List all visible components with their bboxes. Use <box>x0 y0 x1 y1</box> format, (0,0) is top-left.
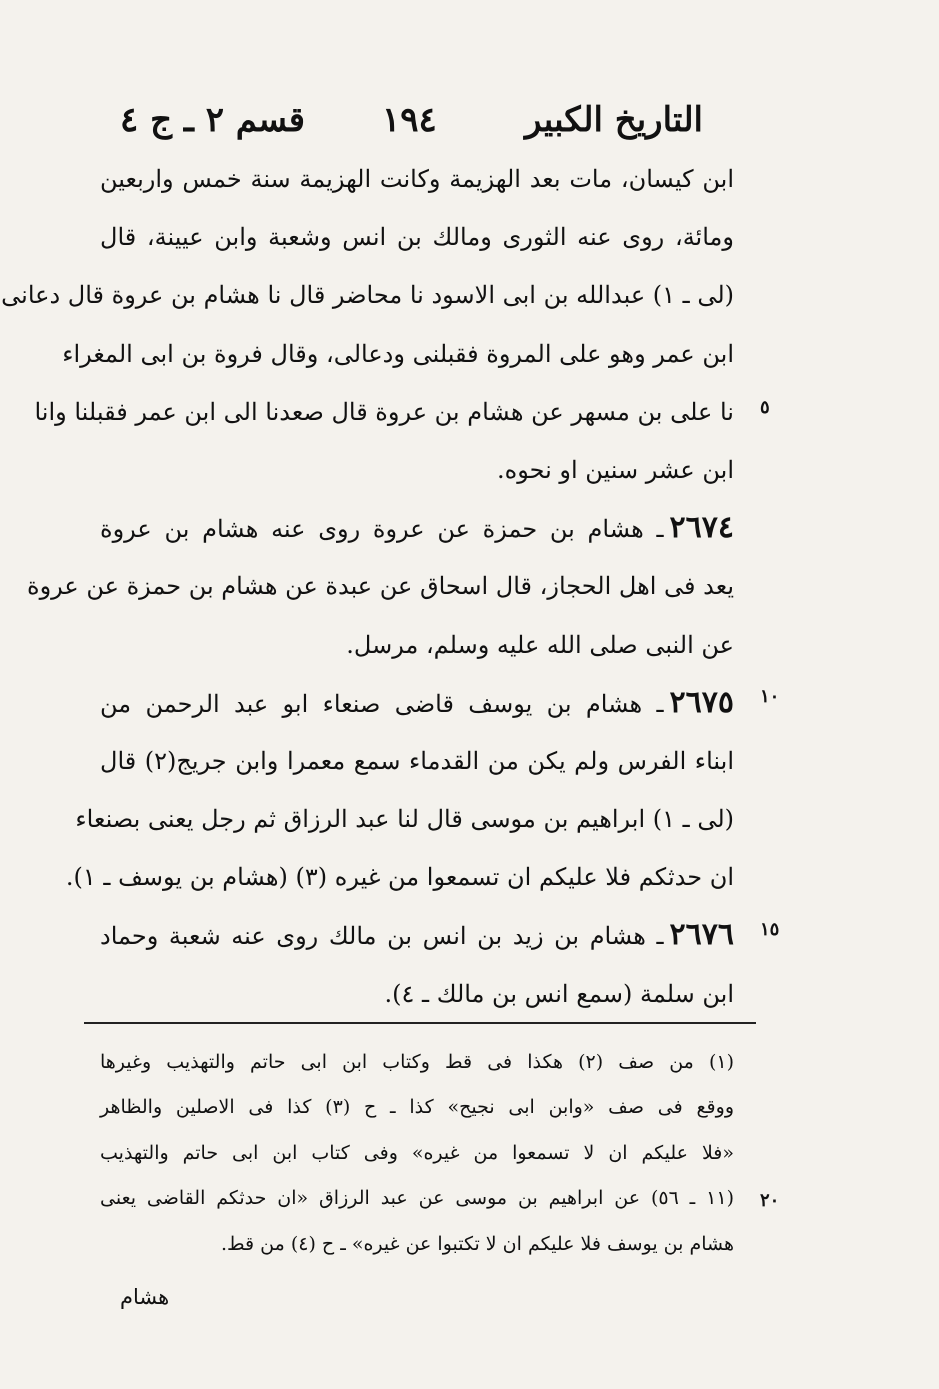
footnote-line: «فلا عليكم ان لا تسمعوا من غيره» وفى كتاب ابن ابى حاتم والتهذيب <box>100 1141 734 1164</box>
entry-line: ٢٦٧٦ـ هشام بن زيد بن انس بن مالك روى عنه شعبة وحماد <box>100 917 734 953</box>
catchword: هشام <box>120 1285 170 1309</box>
footnote-line: (١) من صف (٢) هكذا فى قط وكتاب ابن ابى حاتم والتهذيب وغيرها <box>100 1051 735 1073</box>
line-number: ٢٠ <box>760 1190 780 1211</box>
footnote-line: (١١ ـ ٥٦) عن ابراهيم بن موسى عن عبد الرزاق «ان حدثكم القاضى يعنى <box>100 1187 734 1210</box>
text-line: ابناء الفرس ولم يكن من القدماء سمع معمرا وابن جريج(٢) قال <box>100 746 734 775</box>
page-number: ١٩٤ <box>382 100 437 140</box>
text-line: ابن عمر وهو على المروة فقبلنى ودعالى، وقال فروة بن ابى المغراء <box>62 339 734 368</box>
footnotes <box>100 1040 734 1267</box>
text-line: (لى ـ ١) ابراهيم بن موسى قال لنا عبد الرزاق ثم رجل يعنى بصنعاء <box>75 805 734 834</box>
entry-number: ٢٦٧٥ <box>669 684 734 720</box>
text-line: نا على بن مسهر عن هشام بن عروة قال صعدنا الى ابن عمر فقبلنا وانا <box>34 397 734 426</box>
entry-line: ٢٦٧٤ـ هشام بن حمزة عن عروة روى عنه هشام بن عروة <box>100 510 734 546</box>
footnote-line: ووقع فى صف «وابن ابى نجيح» كذا ـ ح (٣) كذا فى الاصلين والظاهر <box>100 1096 734 1119</box>
book-title: التاريخ الكبير <box>525 100 703 140</box>
text-line: ان حدثكم فلا عليكم ان تسمعوا من غيره (٣) (هشام بن يوسف ـ ١). <box>65 863 734 892</box>
entry-line: ٢٦٧٥ـ هشام بن يوسف قاضى صنعاء ابو عبد الرحمن من <box>100 684 734 720</box>
entry-number: ٢٦٧٤ <box>669 510 734 546</box>
footnote-line: هشام بن يوسف فلا عليكم ان لا تكتبوا عن غيره» ـ ح (٤) من قط. <box>220 1232 734 1255</box>
text-line: يعد فى اهل الحجاز، قال اسحاق عن عبدة عن هشام بن حمزة عن عروة <box>27 572 734 601</box>
text-line: عن النبى صلى الله عليه وسلم، مرسل. <box>346 630 734 659</box>
text-line: ابن عشر سنين او نحوه. <box>497 455 734 484</box>
line-number: ١٥ <box>760 919 780 940</box>
text-line: ومائة، روى عنه الثورى ومالك بن انس وشعبة وابن عيينة، قال <box>100 223 734 252</box>
text-line: ابن كيسان، مات بعد الهزيمة وكانت الهزيمة سنة خمس واربعين <box>100 165 734 193</box>
text-line: (لى ـ ١) عبدالله بن ابى الاسود نا محاضر قال نا هشام بن عروة قال دعانى <box>1 281 734 310</box>
text-line: ابن سلمة (سمع انس بن مالك ـ ٤). <box>384 979 734 1008</box>
line-number: ٥ <box>760 397 770 418</box>
footnote-divider <box>84 1022 756 1024</box>
line-number: ١٠ <box>760 686 780 707</box>
entry-number: ٢٦٧٦ <box>669 917 734 953</box>
section-label: قسم ٢ ـ ج ٤ <box>120 100 306 140</box>
main-text <box>1 150 734 1023</box>
